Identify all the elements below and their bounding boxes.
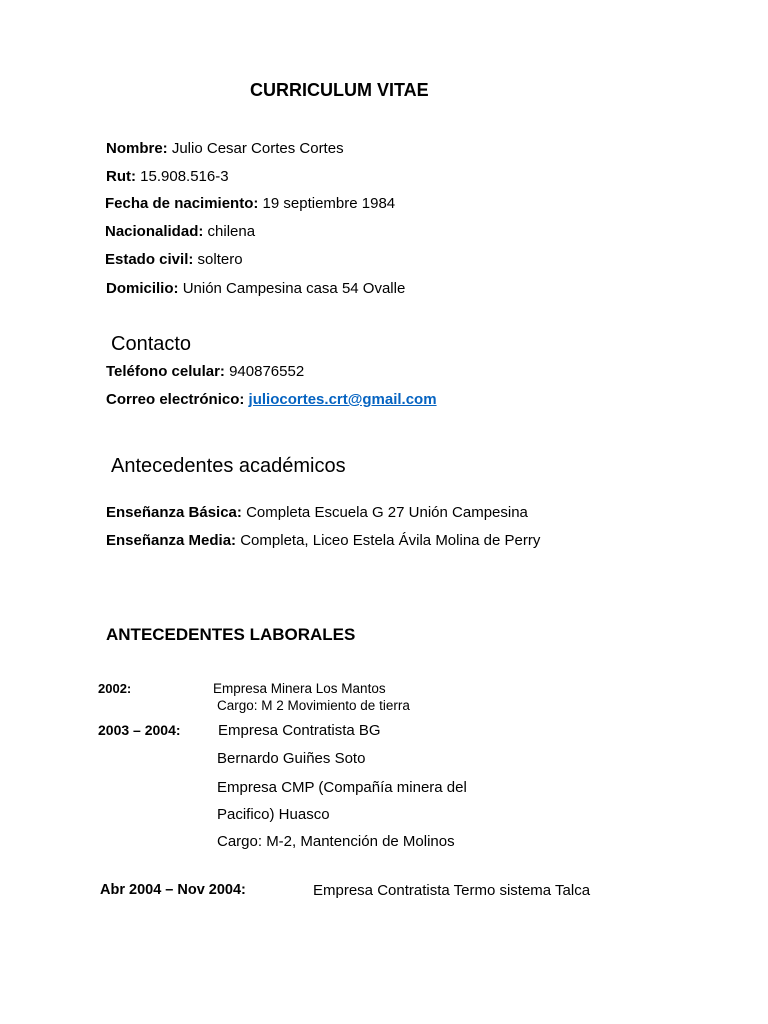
work-detail-line: Pacifico) Huasco bbox=[217, 806, 330, 823]
document-title: CURRICULUM VITAE bbox=[250, 80, 429, 100]
personal-row-estado-civil bbox=[105, 251, 243, 268]
personal-row-domicilio bbox=[106, 280, 405, 297]
field-label: Estado civil: bbox=[105, 251, 194, 268]
work-period: Abr 2004 – Nov 2004: bbox=[100, 882, 246, 898]
field-label: Enseñanza Media: bbox=[106, 532, 237, 549]
personal-row-nombre bbox=[106, 140, 344, 157]
work-detail-line: Empresa Contratista Termo sistema Talca bbox=[313, 882, 591, 899]
field-value: Completa, Liceo Estela Ávila Molina de Perry bbox=[240, 532, 541, 549]
field-label: Correo electrónico: bbox=[106, 391, 245, 408]
work-detail-line: Cargo: M 2 Movimiento de tierra bbox=[217, 698, 410, 713]
work-period: 2003 – 2004: bbox=[98, 722, 181, 738]
contact-row-phone bbox=[106, 363, 304, 380]
academic-row-media bbox=[106, 532, 540, 549]
personal-row-rut bbox=[106, 168, 229, 185]
work-detail-line: Empresa CMP (Compañía minera del bbox=[217, 779, 467, 796]
work-detail-line: Bernardo Guiñes Soto bbox=[217, 750, 366, 767]
contact-row-email bbox=[106, 391, 437, 408]
field-value: Julio Cesar Cortes Cortes bbox=[171, 140, 344, 157]
field-label: Enseñanza Básica: bbox=[106, 504, 242, 521]
field-value: 940876552 bbox=[229, 363, 305, 380]
field-value: 19 septiembre 1984 bbox=[262, 195, 396, 212]
field-value: soltero bbox=[197, 251, 243, 268]
work-detail-line: Empresa Contratista BG bbox=[218, 722, 381, 739]
field-label: Nacionalidad: bbox=[105, 223, 204, 240]
email-link[interactable]: juliocortes.crt@gmail.com bbox=[248, 391, 437, 408]
field-label: Teléfono celular: bbox=[106, 363, 225, 380]
field-value: 15.908.516-3 bbox=[140, 168, 229, 185]
personal-row-nacionalidad bbox=[105, 223, 255, 240]
personal-row-fecha-nacimiento bbox=[105, 195, 395, 212]
contact-heading: Contacto bbox=[111, 333, 192, 355]
field-label: Domicilio: bbox=[106, 280, 179, 297]
work-detail-line: Empresa Minera Los Mantos bbox=[213, 681, 386, 696]
work-heading: ANTECEDENTES LABORALES bbox=[106, 625, 356, 644]
work-detail-line: Cargo: M-2, Mantención de Molinos bbox=[217, 833, 455, 850]
field-value: chilena bbox=[207, 223, 256, 240]
field-value: Unión Campesina casa 54 Ovalle bbox=[182, 280, 406, 297]
field-label: Nombre: bbox=[106, 140, 168, 157]
field-label: Rut: bbox=[106, 168, 136, 185]
field-value: Completa Escuela G 27 Unión Campesina bbox=[246, 504, 528, 521]
academic-heading: Antecedentes académicos bbox=[111, 455, 346, 477]
work-period: 2002: bbox=[98, 681, 132, 696]
field-label: Fecha de nacimiento: bbox=[105, 195, 259, 212]
academic-row-basica bbox=[106, 504, 528, 521]
